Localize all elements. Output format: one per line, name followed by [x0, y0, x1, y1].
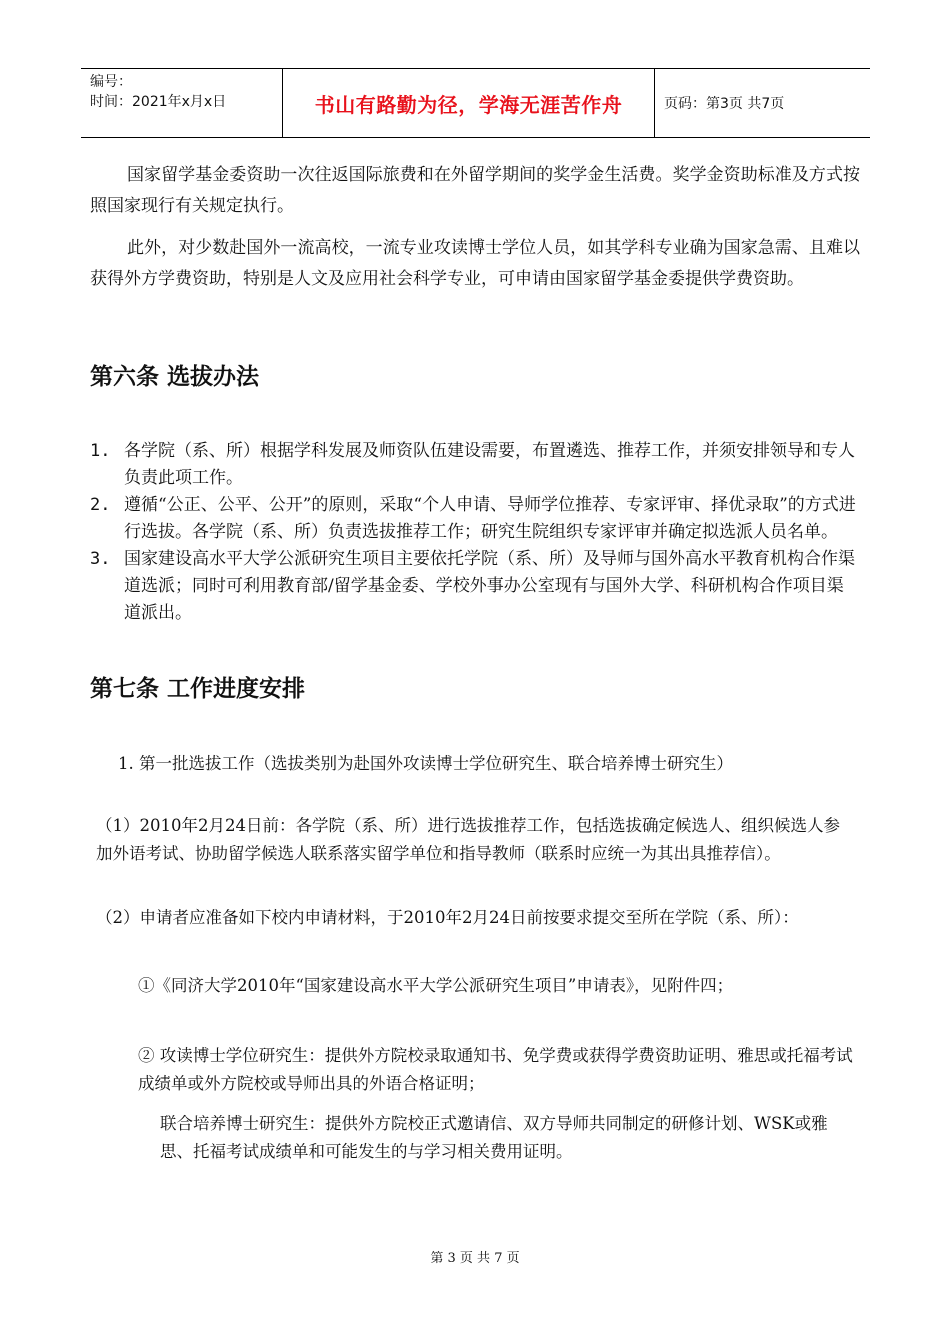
section-seven-title: 第七条 工作进度安排	[90, 676, 306, 702]
schedule-sub-2: （2）申请者应准备如下校内申请材料，于2010年2月24日前按要求提交至所在学院（系、所）：	[96, 908, 799, 927]
number-label: 编号：	[90, 74, 132, 90]
schedule-item-1: 1. 第一批选拔工作（选拔类别为赴国外攻读博士学位研究生、联合培养博士研究生）	[118, 754, 733, 773]
section-six-list	[90, 438, 860, 627]
paragraph-scholarship: 国家留学基金委资助一次往返国际旅费和在外留学期间的奖学金生活费。奖学金资助标准及方式按照国家现行有关规定执行。	[90, 165, 860, 216]
list-item	[90, 438, 860, 492]
list-item	[90, 492, 860, 546]
list-item-text: 国家建设高水平大学公派研究生项目主要依托学院（系、所）及导师与国外高水平教育机构合作渠道选派；同时可利用教育部/留学基金委、学校外事办公室现有与国外大学、科研机构合作项目渠道派出。	[124, 549, 855, 623]
header-meta	[81, 69, 282, 137]
section-six-title: 第六条 选拔办法	[90, 364, 260, 390]
page-footer: 第 3 页 共 7 页	[430, 1251, 520, 1266]
list-item-number: 3.	[90, 549, 111, 569]
material-item-2: ② 攻读博士学位研究生：提供外方院校录取通知书、免学费或获得学费资助证明、雅思或托福考试成绩单或外方院校或导师出具的外语合格证明；	[138, 1046, 853, 1093]
schedule-sub-1: （1）2010年2月24日前：各学院（系、所）进行选拔推荐工作，包括选拔确定候选人、组织候选人参加外语考试、协助留学候选人联系落实留学单位和指导教师（联系时应统一为其出具推荐信）。	[96, 816, 840, 863]
material-joint-training: 联合培养博士研究生：提供外方院校正式邀请信、双方导师共同制定的研修计划、WSK或雅思、托福考试成绩单和可能发生的与学习相关费用证明。	[160, 1114, 828, 1161]
list-item-text: 遵循“公正、公平、公开”的原则，采取“个人申请、导师学位推荐、专家评审、择优录取”的方式进行选拔。各学院（系、所）负责选拔推荐工作；研究生院组织专家评审并确定拟选派人员名单。	[124, 495, 856, 542]
header-motto-cell	[282, 69, 655, 137]
document-header	[81, 68, 870, 138]
header-page-cell	[655, 69, 870, 137]
motto-text: 书山有路勤为径，学海无涯苦作舟	[314, 92, 623, 117]
list-item-number: 2.	[90, 495, 111, 515]
list-item	[90, 546, 860, 627]
material-item-1: ①《同济大学2010年“国家建设高水平大学公派研究生项目”申请表》，见附件四；	[138, 976, 734, 995]
page-label: 页码：第3页 共7页	[664, 96, 785, 112]
list-item-text: 各学院（系、所）根据学科发展及师资队伍建设需要，布置遴选、推荐工作，并须安排领导和专人负责此项工作。	[124, 441, 855, 488]
list-item-number: 1.	[90, 441, 111, 461]
time-label: 时间：2021年x月x日	[90, 94, 227, 110]
paragraph-tuition: 此外，对少数赴国外一流高校，一流专业攻读博士学位人员，如其学科专业确为国家急需、且难以获得外方学费资助，特别是人文及应用社会科学专业，可申请由国家留学基金委提供学费资助。	[90, 238, 860, 289]
